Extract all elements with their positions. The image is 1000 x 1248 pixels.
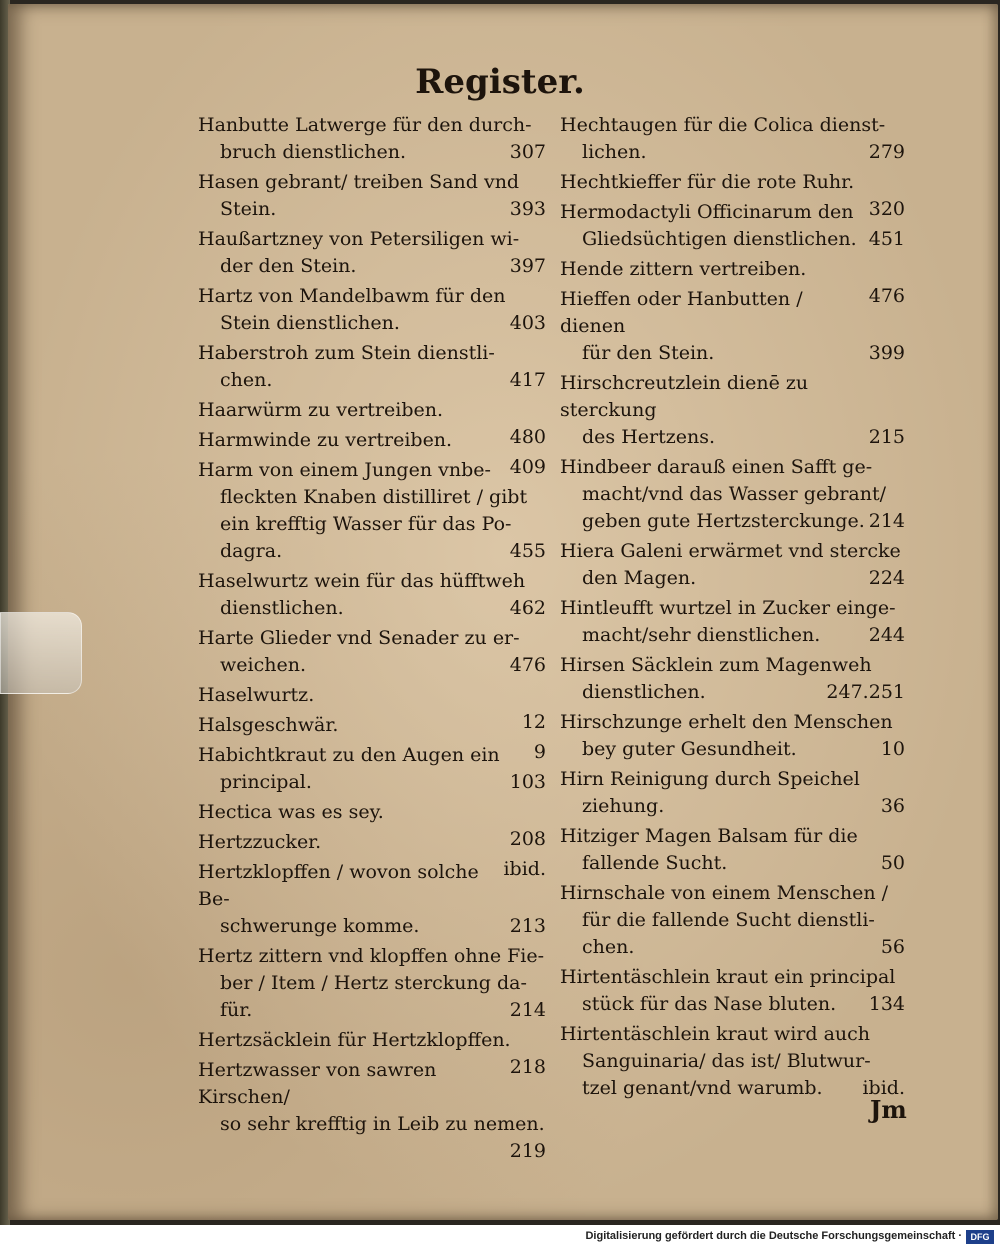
page-reference: 409 bbox=[509, 456, 546, 478]
entry-continuation-text: der den Stein. bbox=[220, 255, 357, 277]
entry-heading: Harte Glieder vnd Senader zu er- bbox=[198, 627, 520, 649]
entry-heading: Hertz zittern vnd klopffen ohne Fie- bbox=[198, 945, 545, 967]
entry-heading: Haselwurtz wein für das hüfftweh bbox=[198, 570, 526, 592]
footer-credit: Digitalisierung gefördert durch die Deutsche Forschungsgemeinschaft · bbox=[585, 1230, 962, 1242]
dfg-logo: DFG bbox=[966, 1230, 994, 1244]
register-entry bbox=[560, 370, 905, 451]
entry-heading: Hirn Reinigung durch Speichel bbox=[560, 768, 860, 790]
entry-continuation-text: weichen. bbox=[220, 654, 306, 676]
register-entry bbox=[198, 1027, 546, 1078]
entry-heading: Hirschcreutzlein dienē zu sterckung bbox=[560, 372, 809, 421]
page-reference: 214 bbox=[509, 999, 546, 1021]
entry-continuation-text: für die fallende Sucht dienstli-chen. bbox=[582, 909, 875, 958]
page-reference: 393 bbox=[509, 198, 546, 220]
page-reference: 36 bbox=[880, 795, 905, 817]
entry-continuation-text: lichen. bbox=[582, 141, 647, 163]
entry-heading: Hechtaugen für die Colica dienst- bbox=[560, 114, 886, 136]
entry-continuation bbox=[198, 196, 546, 223]
page-reference: 9 bbox=[533, 741, 546, 763]
page-reference: 455 bbox=[509, 540, 546, 562]
entry-heading: Hirnschale von einem Menschen / bbox=[560, 882, 889, 904]
entry-heading: Hindbeer darauß einen Safft ge- bbox=[560, 456, 873, 478]
entry-continuation-text: für den Stein. bbox=[582, 342, 715, 364]
entry-continuation bbox=[198, 253, 546, 280]
page-reference: 10 bbox=[880, 738, 905, 760]
entry-continuation bbox=[198, 484, 546, 565]
entry-continuation-text: des Hertzens. bbox=[582, 426, 716, 448]
entry-continuation-text: Sanguinaria/ das ist/ Blutwur-tzel genant/vnd warumb. bbox=[582, 1050, 871, 1099]
entry-heading: Hende zittern vertreiben. bbox=[560, 258, 807, 280]
entry-continuation-text: Stein. bbox=[220, 198, 277, 220]
page-reference: 403 bbox=[509, 312, 546, 334]
entry-continuation bbox=[198, 970, 546, 1024]
page-reference: 224 bbox=[868, 567, 905, 589]
entry-heading: Hasen gebrant/ treiben Sand vnd bbox=[198, 171, 520, 193]
entry-heading: Hieffen oder Hanbutten / dienen bbox=[560, 288, 803, 337]
entry-continuation bbox=[198, 769, 546, 796]
entry-continuation bbox=[560, 424, 905, 451]
entry-continuation-text: ber / Item / Hertz sterckung da-für. bbox=[220, 972, 527, 1021]
page-reference: ibid. bbox=[503, 858, 546, 880]
entry-heading: Hintleufft wurtzel in Zucker einge- bbox=[560, 597, 896, 619]
entry-continuation bbox=[560, 679, 905, 706]
entry-heading: Harm von einem Jungen vnbe- bbox=[198, 459, 491, 481]
entry-continuation-text: bruch dienstlichen. bbox=[220, 141, 407, 163]
catchword: Jm bbox=[870, 1095, 907, 1124]
register-column-right bbox=[560, 112, 905, 1105]
entry-continuation-text: fallende Sucht. bbox=[582, 852, 728, 874]
footer-bar bbox=[0, 1226, 1000, 1248]
entry-continuation bbox=[560, 907, 905, 961]
page-reference: 397 bbox=[509, 255, 546, 277]
register-entry bbox=[560, 652, 905, 706]
entry-continuation bbox=[560, 1048, 905, 1102]
register-entry bbox=[560, 595, 905, 649]
register-entry bbox=[198, 283, 546, 337]
entry-continuation bbox=[198, 367, 546, 394]
register-entry bbox=[198, 625, 546, 679]
entry-continuation-text: den Magen. bbox=[582, 567, 697, 589]
entry-continuation-text: chen. bbox=[220, 369, 273, 391]
page-reference: 103 bbox=[509, 771, 546, 793]
register-entry bbox=[560, 709, 905, 763]
entry-continuation bbox=[560, 622, 905, 649]
register-entry bbox=[560, 1021, 905, 1102]
register-entry bbox=[560, 964, 905, 1018]
entry-heading: Haußartzney von Petersiligen wi- bbox=[198, 228, 520, 250]
entry-continuation-text: so sehr krefftig in Leib zu nemen. bbox=[220, 1113, 545, 1135]
page-reference: 208 bbox=[509, 828, 546, 850]
register-column-left bbox=[198, 112, 546, 1165]
entry-heading: Hertzwasser von sawren Kirschen/ bbox=[198, 1059, 437, 1108]
page-title: Register. bbox=[415, 62, 585, 102]
page-reference: ibid. bbox=[862, 1077, 905, 1099]
register-entry bbox=[560, 823, 905, 877]
page-reference: 219 bbox=[509, 1140, 546, 1162]
entry-heading: Haarwürm zu vertreiben. bbox=[198, 399, 444, 421]
entry-heading: Hirtentäschlein kraut ein principal bbox=[560, 966, 896, 988]
entry-heading: Hanbutte Latwerge für den durch- bbox=[198, 114, 532, 136]
entry-continuation bbox=[198, 652, 546, 679]
page-reference: 50 bbox=[880, 852, 905, 874]
entry-continuation bbox=[198, 595, 546, 622]
register-entry bbox=[198, 457, 546, 565]
register-entry bbox=[560, 766, 905, 820]
entry-continuation-text: schwerunge komme. bbox=[220, 915, 420, 937]
entry-heading: Haselwurtz. bbox=[198, 684, 315, 706]
register-entry bbox=[198, 742, 546, 796]
page-reference: 214 bbox=[868, 510, 905, 532]
register-entry bbox=[198, 829, 546, 880]
entry-heading: Hertzzucker. bbox=[198, 831, 322, 853]
page-reference: 480 bbox=[509, 426, 546, 448]
entry-continuation bbox=[560, 481, 905, 535]
entry-continuation-text: principal. bbox=[220, 771, 312, 793]
page-reference: 462 bbox=[509, 597, 546, 619]
entry-continuation-text: bey guter Gesundheit. bbox=[582, 738, 797, 760]
entry-heading: Hertzklopffen / wovon solche Be- bbox=[198, 861, 479, 910]
page-reference: 56 bbox=[880, 936, 905, 958]
entry-heading: Haberstroh zum Stein dienstli- bbox=[198, 342, 495, 364]
entry-heading: Hirsen Säcklein zum Magenweh bbox=[560, 654, 872, 676]
entry-continuation bbox=[560, 736, 905, 763]
register-entry bbox=[198, 859, 546, 940]
entry-continuation-text: dienstlichen. bbox=[582, 681, 706, 703]
register-entry bbox=[560, 256, 905, 307]
register-entry bbox=[198, 340, 546, 394]
entry-continuation-text: Stein dienstlichen. bbox=[220, 312, 400, 334]
entry-continuation bbox=[560, 793, 905, 820]
page-reference: 213 bbox=[509, 915, 546, 937]
entry-continuation-text: ziehung. bbox=[582, 795, 665, 817]
register-entry bbox=[198, 1057, 546, 1162]
entry-continuation-text: fleckten Knaben distilliret / gibt ein krefftig Wasser für das Po-dagra. bbox=[220, 486, 528, 562]
entry-continuation-text: macht/sehr dienstlichen. bbox=[582, 624, 821, 646]
page-reference: 307 bbox=[509, 141, 546, 163]
entry-continuation bbox=[198, 1111, 546, 1162]
register-entry bbox=[198, 943, 546, 1024]
register-entry bbox=[560, 538, 905, 592]
page-reference: 247.251 bbox=[826, 681, 905, 703]
entry-continuation bbox=[560, 226, 905, 253]
page-reference: 399 bbox=[868, 342, 905, 364]
register-entry bbox=[560, 286, 905, 367]
page-reference: 215 bbox=[868, 426, 905, 448]
page-reference: 134 bbox=[868, 993, 905, 1015]
register-entry bbox=[560, 112, 905, 166]
entry-heading: Hartz von Mandelbawm für den bbox=[198, 285, 506, 307]
entry-heading: Hechtkieffer für die rote Ruhr. bbox=[560, 171, 855, 193]
page-reference: 279 bbox=[868, 141, 905, 163]
page-reference: 451 bbox=[868, 228, 905, 250]
entry-heading: Hiera Galeni erwärmet vnd stercke bbox=[560, 540, 901, 562]
entry-heading: Hectica was es sey. bbox=[198, 801, 384, 823]
entry-continuation-text: Gliedsüchtigen dienstlichen. bbox=[582, 228, 857, 250]
entry-heading: Hirtentäschlein kraut wird auch bbox=[560, 1023, 871, 1045]
page-reference: 417 bbox=[509, 369, 546, 391]
entry-continuation-text: macht/vnd das Wasser gebrant/ geben gute Hertzsterckunge. bbox=[582, 483, 887, 532]
entry-continuation bbox=[198, 139, 546, 166]
register-entry bbox=[560, 199, 905, 253]
page-reference: 476 bbox=[509, 654, 546, 676]
page-reference: 12 bbox=[521, 711, 546, 733]
entry-heading: Hermodactyli Officinarum den bbox=[560, 201, 854, 223]
page-clip bbox=[0, 612, 82, 694]
page-reference: 320 bbox=[868, 198, 905, 220]
entry-continuation-text: stück für das Nase bluten. bbox=[582, 993, 837, 1015]
register-entry bbox=[560, 454, 905, 535]
entry-continuation bbox=[560, 565, 905, 592]
entry-continuation bbox=[560, 991, 905, 1018]
entry-heading: Hertzsäcklein für Hertzklopffen. bbox=[198, 1029, 511, 1051]
entry-continuation bbox=[560, 139, 905, 166]
page-reference: 476 bbox=[868, 285, 905, 307]
register-entry bbox=[198, 226, 546, 280]
entry-heading: Harmwinde zu vertreiben. bbox=[198, 429, 453, 451]
entry-continuation bbox=[560, 850, 905, 877]
register-entry bbox=[198, 568, 546, 622]
page-reference: 218 bbox=[509, 1056, 546, 1078]
entry-heading: Halsgeschwär. bbox=[198, 714, 339, 736]
entry-heading: Hirschzunge erhelt den Menschen bbox=[560, 711, 893, 733]
entry-continuation bbox=[560, 340, 905, 367]
register-entry bbox=[198, 169, 546, 223]
entry-continuation-text: dienstlichen. bbox=[220, 597, 344, 619]
entry-continuation bbox=[198, 310, 546, 337]
register-entry bbox=[198, 112, 546, 166]
page-reference: 244 bbox=[868, 624, 905, 646]
entry-continuation bbox=[198, 913, 546, 940]
register-entry bbox=[560, 880, 905, 961]
entry-heading: Habichtkraut zu den Augen ein bbox=[198, 744, 500, 766]
entry-heading: Hitziger Magen Balsam für die bbox=[560, 825, 858, 847]
